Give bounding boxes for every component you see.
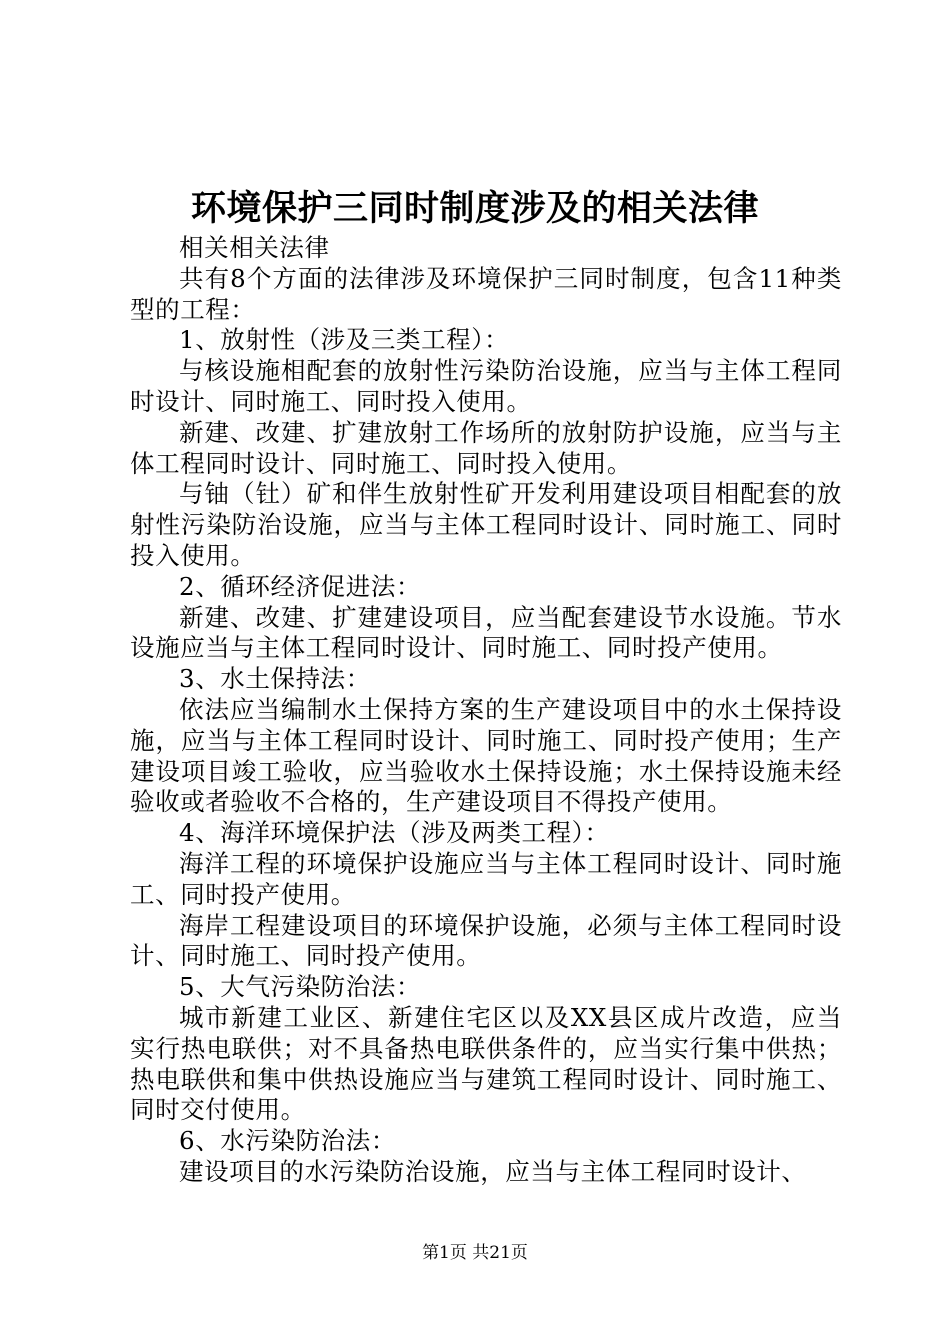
paragraph-subtitle: 相关相关法律 (179, 233, 330, 262)
document-title: 环境保护三同时制度涉及的相关法律 (190, 188, 759, 229)
document-body (130, 233, 842, 1188)
section-heading-soil-water: 3、水土保持法： (179, 664, 371, 694)
paragraph: 城市新建工业区、新建住宅区以及XX县区成片改造，应当实行热电联供；对不具备热电联供条件的，应当实行集中供热；热电联供和集中供热设施应当与建筑工程同时设计、同时施工、同时交付使用。 (130, 1002, 842, 1125)
section-heading-air-pollution: 5、大气污染防治法： (179, 972, 422, 1002)
paragraph: 新建、改建、扩建建设项目，应当配套建设节水设施。节水设施应当与主体工程同时设计、同时施工、同时投产使用。 (130, 602, 842, 663)
paragraph: 新建、改建、扩建放射工作场所的放射防护设施，应当与主体工程同时设计、同时施工、同时投入使用。 (130, 417, 842, 478)
paragraph: 与铀（钍）矿和伴生放射性矿开发利用建设项目相配套的放射性污染防治设施，应当与主体工程同时设计、同时施工、同时投入使用。 (130, 479, 842, 570)
paragraph: 海洋工程的环境保护设施应当与主体工程同时设计、同时施工、同时投产使用。 (130, 848, 842, 909)
section-heading-marine: 4、海洋环境保护法（涉及两类工程）： (179, 818, 610, 848)
paragraph: 依法应当编制水土保持方案的生产建设项目中的水土保持设施，应当与主体工程同时设计、同时施工、同时投产使用；生产建设项目竣工验收，应当验收水土保持设施；水土保持设施未经验收或者验收不合格的，生产建设项目不得投产使用。 (130, 694, 842, 817)
section-heading-water-pollution: 6、水污染防治法： (179, 1126, 396, 1156)
paragraph: 与核设施相配套的放射性污染防治设施，应当与主体工程同时设计、同时施工、同时投入使用。 (130, 356, 842, 416)
section-heading-radioactivity: 1、放射性（涉及三类工程）： (179, 325, 510, 355)
paragraph: 海岸工程建设项目的环境保护设施，必须与主体工程同时设计、同时施工、同时投产使用。 (130, 910, 842, 971)
paragraph: 建设项目的水污染防治设施，应当与主体工程同时设计、 (179, 1156, 807, 1186)
paragraph-intro: 共有8个方面的法律涉及环境保护三同时制度，包含11种类型的工程： (130, 263, 842, 324)
section-heading-circular-economy: 2、循环经济促进法： (179, 571, 422, 601)
page-footer: 第1页 共21页 (422, 1243, 528, 1263)
